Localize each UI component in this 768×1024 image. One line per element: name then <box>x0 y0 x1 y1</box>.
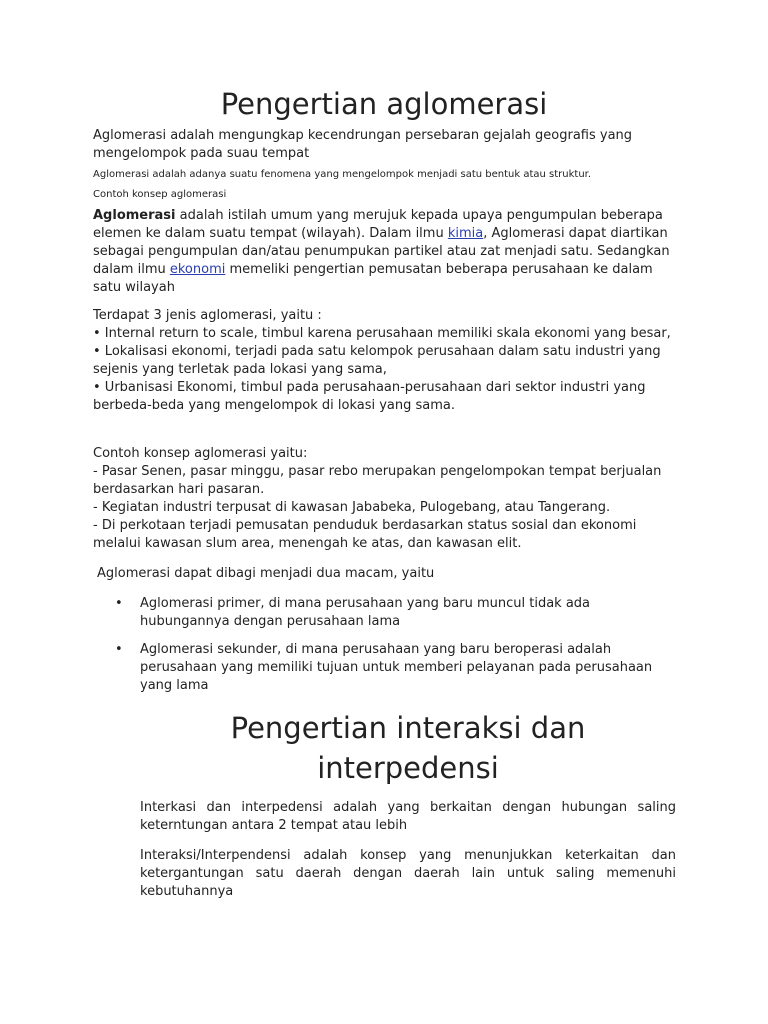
paragraph-small: Aglomerasi adalah adanya suatu fenomena yang mengelompok menjadi satu bentuk atau struktur. <box>93 169 592 180</box>
list-line: - Pasar Senen, pasar minggu, pasar rebo merupakan pengelompokan tempat berjualan berdasarkan hari pasaran. <box>93 464 662 497</box>
list-line: • Lokalisasi ekonomi, terjadi pada satu kelompok perusahaan dalam satu industri yang sejenis yang terletak pada lokasi yang sama, <box>93 344 661 377</box>
paragraph-definition <box>93 207 683 297</box>
paragraph-small: Contoh konsep aglomerasi <box>93 189 227 200</box>
paragraph: Interaksi/Interpendensi adalah konsep yang menunjukkan keterkaitan dan ketergantungan satu daerah dengan daerah lain untuk saling memenuhi kebutuhannya <box>140 848 676 899</box>
section-title: Pengertian aglomerasi <box>220 87 548 121</box>
list-line: - Di perkotaan terjadi pemusatan penduduk berdasarkan status sosial dan ekonomi melalui kawasan slum area, menengah ke atas, dan kawasan elit. <box>93 518 637 551</box>
list-line: - Kegiatan industri terpusat di kawasan Jababeka, Pulogebang, atau Tangerang. <box>93 500 611 515</box>
list-line: Terdapat 3 jenis aglomerasi, yaitu : <box>93 308 322 323</box>
paragraph: Interkasi dan interpedensi adalah yang berkaitan dengan hubungan saling keterntungan antara 2 tempat atau lebih <box>140 800 676 833</box>
paragraph: Aglomerasi adalah mengungkap kecendrungan persebaran gejalah geografis yang mengelompok pada suau tempat <box>93 128 633 161</box>
list-line: • Urbanisasi Ekonomi, timbul pada perusahaan-perusahaan dari sektor industri yang berbeda-beda yang mengelompok di lokasi yang sama. <box>93 380 646 413</box>
bold-term: Aglomerasi <box>93 208 176 223</box>
list-item: • Aglomerasi primer, di mana perusahaan yang baru muncul tidak ada hubungannya dengan perusahaan lama <box>93 595 653 631</box>
text: memeliki pengertian pemusatan beberapa perusahaan ke dalam satu wilayah <box>93 262 653 295</box>
list-line: • Internal return to scale, timbul karena perusahaan memiliki skala ekonomi yang besar, <box>93 326 671 341</box>
text: adalah istilah umum yang merujuk kepada upaya pengumpulan beberapa elemen ke dalam suatu tempat (wilayah). Dalam ilmu <box>93 208 663 241</box>
jenis-list <box>93 307 683 415</box>
paragraph: Aglomerasi dapat dibagi menjadi dua macam, yaitu <box>97 566 435 581</box>
list-item: • Aglomerasi sekunder, di mana perusahaan yang baru beroperasi adalah perusahaan yang memiliki tujuan untuk memberi pelayanan pada perusahaan yang lama <box>93 641 653 695</box>
list-line: Contoh konsep aglomerasi yaitu: <box>93 446 308 461</box>
contoh-list <box>93 445 668 553</box>
link-ekonomi[interactable]: ekonomi <box>169 262 226 277</box>
section-title: Pengertian interaksi dan interpedensi <box>230 711 586 785</box>
text: , Aglomerasi dapat diartikan sebagai pengumpulan dan/atau penumpukan partikel atau zat menjadi satu. Sedangkan dalam ilmu <box>93 226 670 277</box>
macam-list <box>93 595 653 705</box>
link-kimia[interactable]: kimia <box>447 226 484 241</box>
